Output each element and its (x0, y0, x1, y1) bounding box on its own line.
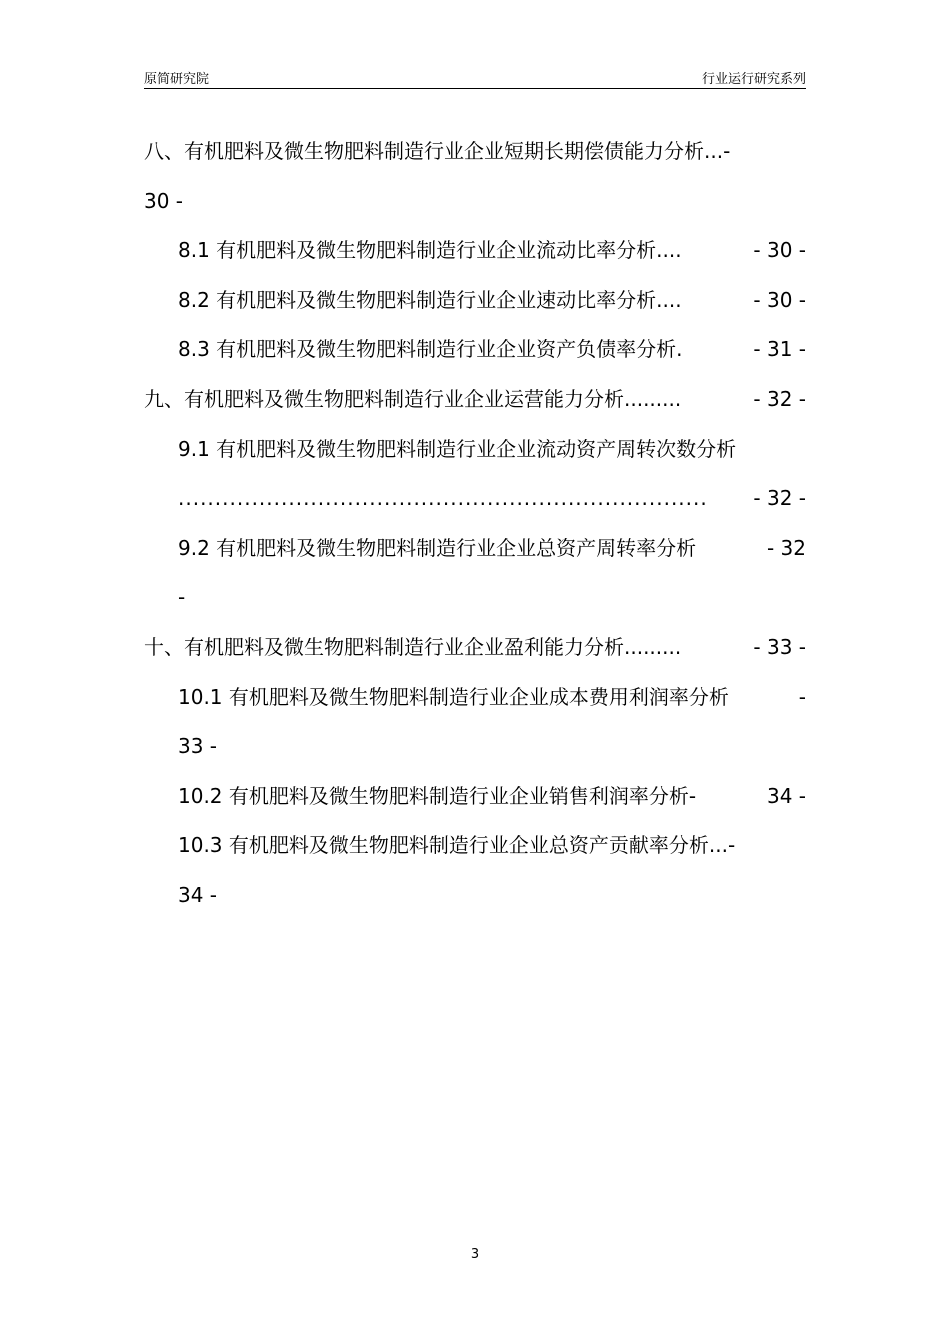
toc-page-number: - 32 (766, 535, 806, 560)
toc-entry-8-page[interactable]: 30 - (144, 188, 184, 213)
toc-page-number: - (798, 684, 806, 709)
toc-page-number: - 30 - (753, 238, 806, 263)
toc-entry-9-2[interactable]: 9.2 有机肥料及微生物肥料制造行业企业总资产周转率分析 - 32 (144, 532, 806, 582)
toc-page-number: 34 - (766, 783, 806, 808)
toc-page-number: - 32 - (753, 386, 806, 411)
toc-entry-9-1-leader[interactable] (144, 482, 806, 532)
header-series: 行业运行研究系列 (701, 72, 806, 87)
toc-dot-leader: ........................................................................ (178, 486, 708, 511)
page-number: 3 (470, 1247, 480, 1262)
toc-entry-9-1[interactable]: 9.1 有机肥料及微生物肥料制造行业企业流动资产周转次数分析 (178, 436, 737, 461)
page-header (144, 68, 806, 88)
toc-entry-9[interactable]: 九、有机肥料及微生物肥料制造行业企业运营能力分析......... - 32 - (144, 383, 806, 433)
toc-page-number: - 32 - (753, 486, 806, 511)
toc-entry-8-2[interactable]: 8.2 有机肥料及微生物肥料制造行业企业速动比率分析.... - 30 - (144, 284, 806, 334)
toc-page-number: - 30 - (753, 287, 806, 312)
header-publisher: 原简研究院 (144, 72, 210, 87)
toc-page-number: - 33 - (753, 634, 806, 659)
toc-entry-10-1-page[interactable]: 33 - (178, 734, 218, 759)
toc-page-number: - 31 - (753, 337, 806, 362)
toc-entry-10-1[interactable]: 10.1 有机肥料及微生物肥料制造行业企业成本费用利润率分析 - (144, 681, 806, 731)
toc-entry-10[interactable]: 十、有机肥料及微生物肥料制造行业企业盈利能力分析......... - 33 - (144, 631, 806, 681)
toc-entry-8[interactable]: 八、有机肥料及微生物肥料制造行业企业短期长期偿债能力分析...- (144, 139, 731, 163)
table-of-contents (144, 135, 806, 929)
toc-entry-8-1[interactable]: 8.1 有机肥料及微生物肥料制造行业企业流动比率分析.... - 30 - (144, 234, 806, 284)
toc-entry-8-3[interactable]: 8.3 有机肥料及微生物肥料制造行业企业资产负债率分析. - 31 - (144, 333, 806, 383)
header-divider (144, 88, 806, 89)
toc-entry-10-2[interactable]: 10.2 有机肥料及微生物肥料制造行业企业销售利润率分析- 34 - (144, 780, 806, 830)
toc-entry-10-3-page[interactable]: 34 - (178, 882, 218, 907)
toc-entry-9-2-page[interactable]: - (178, 585, 186, 610)
toc-entry-10-3[interactable]: 10.3 有机肥料及微生物肥料制造行业企业总资产贡献率分析...- (178, 833, 736, 858)
